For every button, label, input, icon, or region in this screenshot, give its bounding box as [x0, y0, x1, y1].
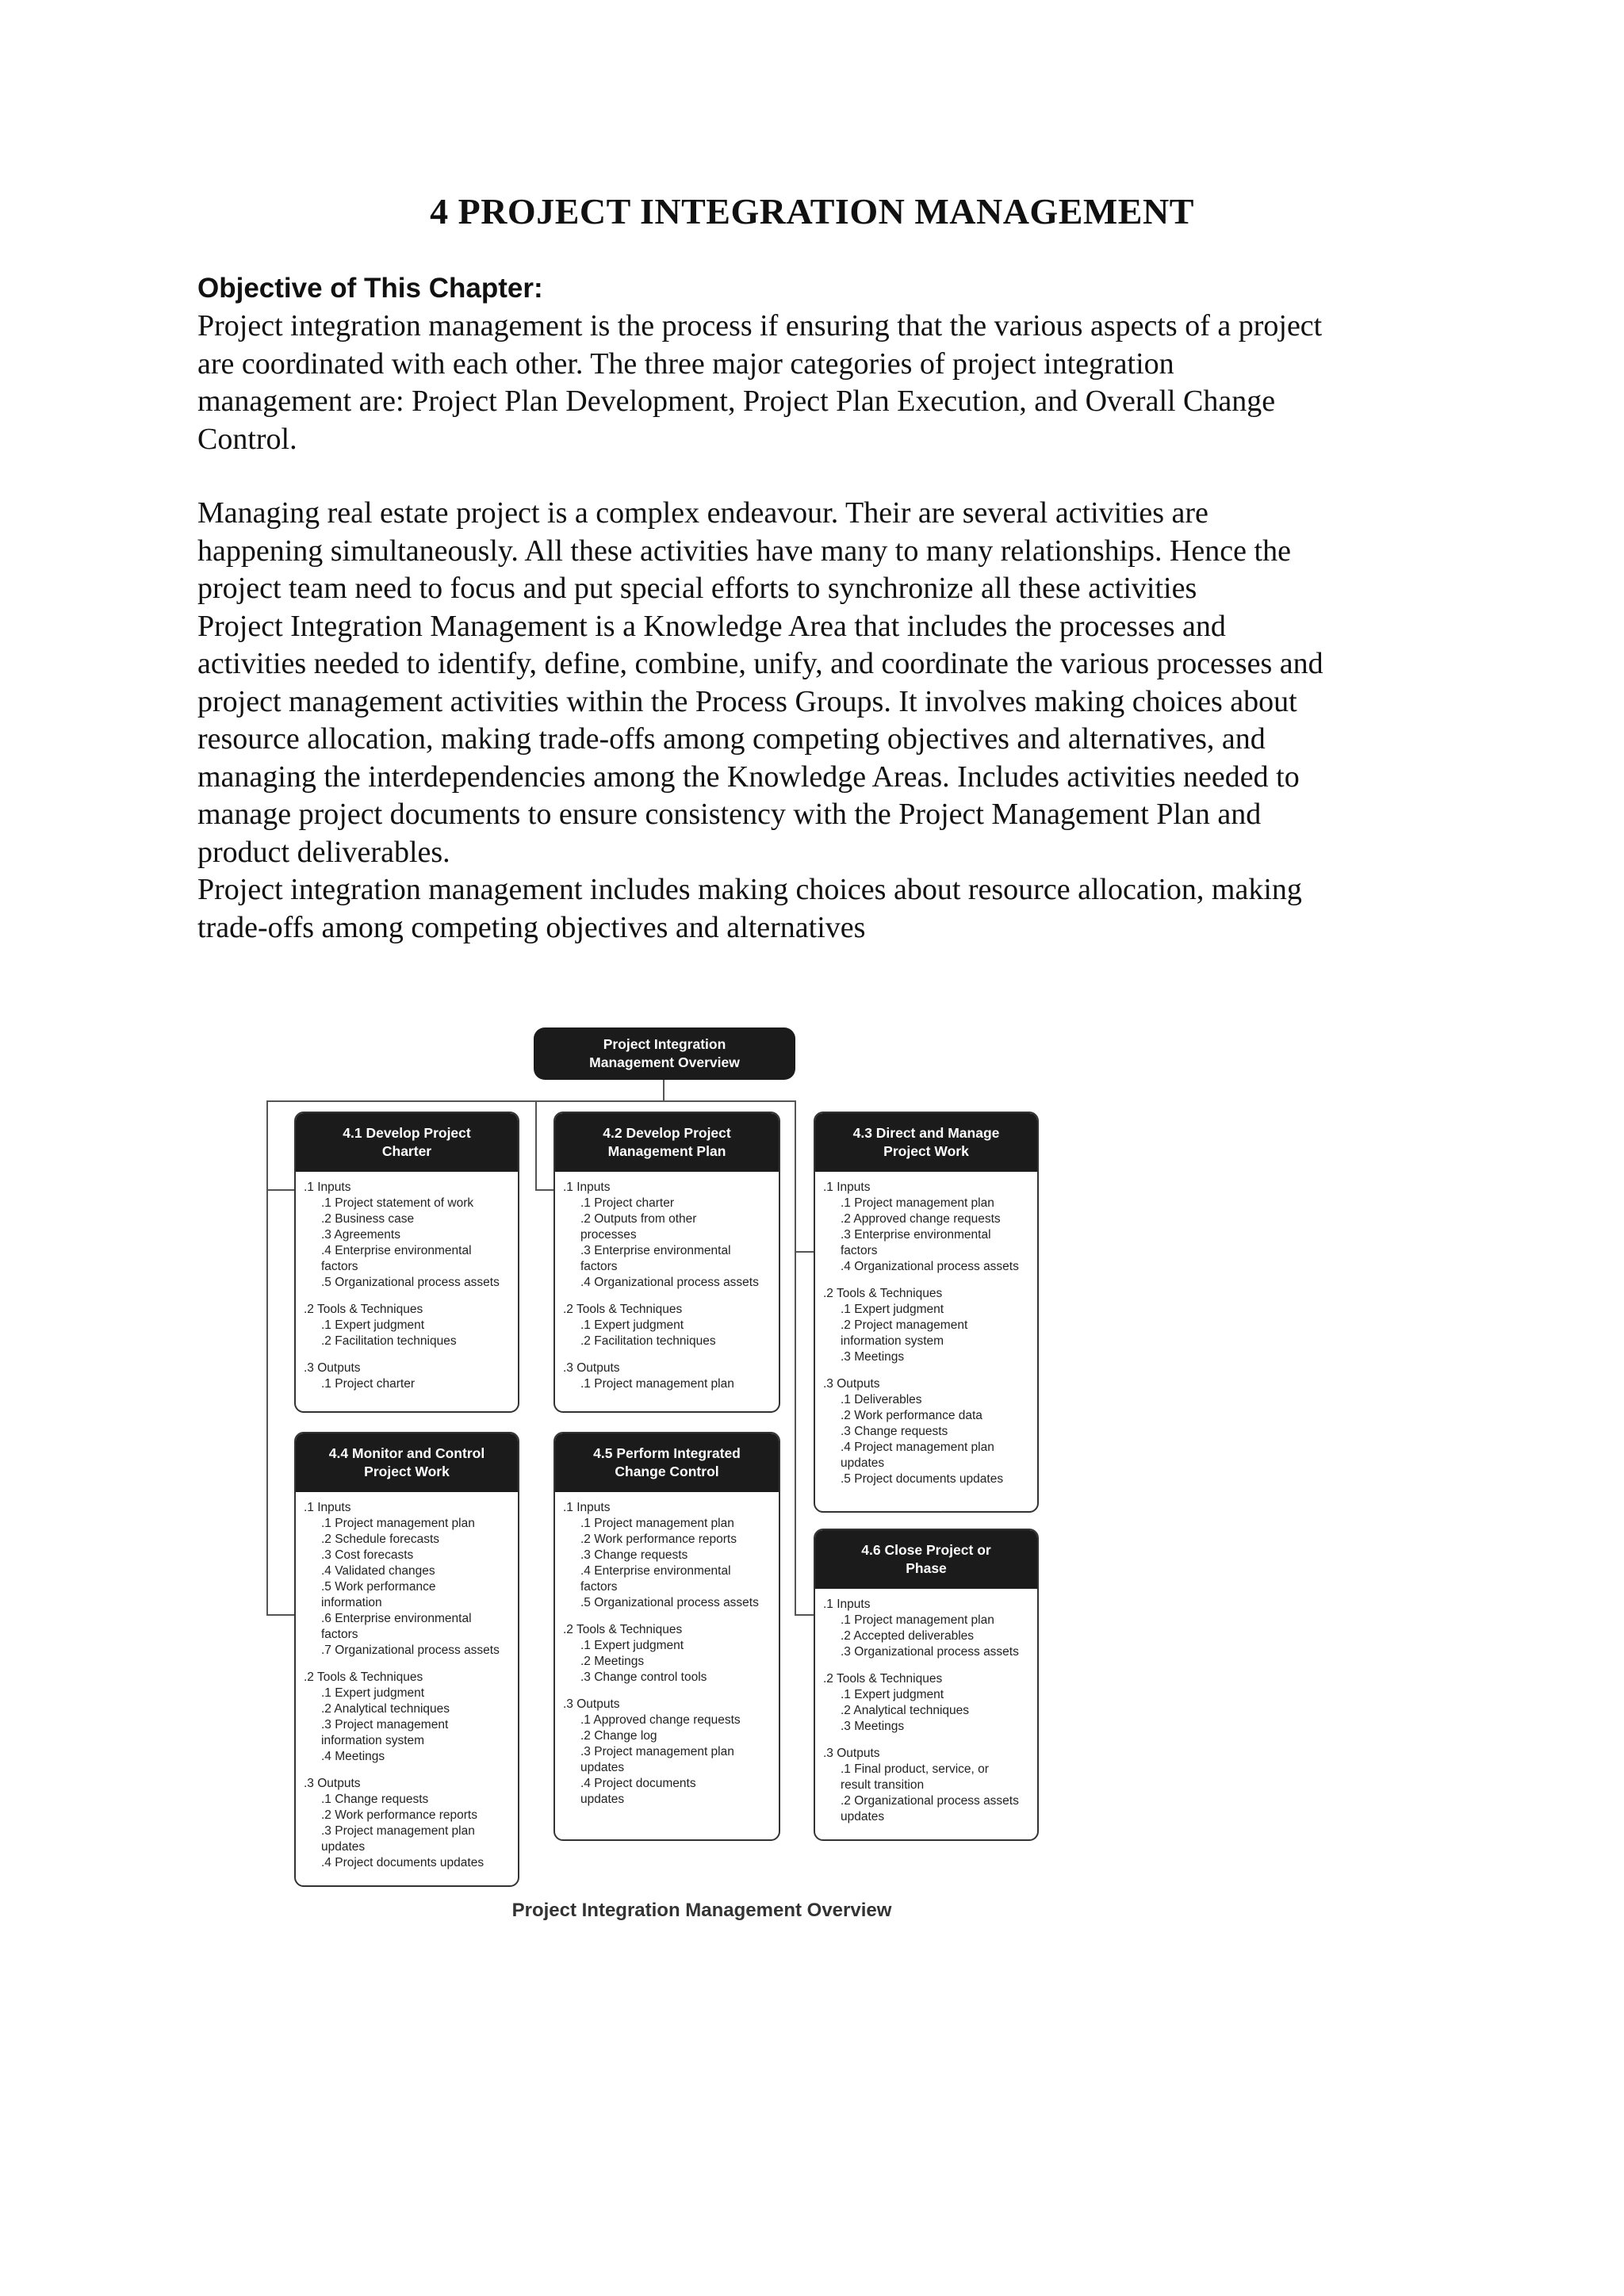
process-section [304, 1500, 513, 1659]
section-item: .4 Project documents updates [321, 1856, 485, 1869]
section-item: .4 Project management plan updates [841, 1441, 994, 1470]
section-item: .2 Facilitation techniques [580, 1334, 716, 1348]
section-item: .2 Analytical techniques [841, 1704, 969, 1717]
process-section [304, 1302, 513, 1349]
text-line: Project integration management is the process if ensuring that the various aspects of a project [197, 309, 1323, 342]
process-section [563, 1697, 774, 1808]
section-item: .2 Facilitation techniques [321, 1334, 457, 1348]
section-title: .2 Tools & Techniques [563, 1623, 683, 1636]
section-item: .5 Organizational process assets [580, 1596, 759, 1609]
section-item: .1 Change requests [321, 1793, 429, 1806]
section-item: .1 Expert judgment [580, 1318, 684, 1332]
section-item: .1 Project charter [321, 1377, 416, 1391]
section-item: .1 Project statement of work [321, 1196, 474, 1210]
section-item: .1 Expert judgment [321, 1686, 425, 1700]
section-item: .3 Agreements [321, 1228, 400, 1242]
process-box-4-5 [553, 1432, 780, 1841]
section-title: .3 Outputs [563, 1697, 620, 1711]
section-item: .3 Project management plan updates [580, 1745, 734, 1774]
section-item: .1 Expert judgment [841, 1688, 944, 1701]
section-item: .1 Project management plan [841, 1613, 994, 1627]
connector-right-vertical [795, 1100, 796, 1616]
section-title: .2 Tools & Techniques [823, 1287, 943, 1300]
text-line: are coordinated with each other. The three major categories of project integration [197, 346, 1174, 381]
page-title: 4 PROJECT INTEGRATION MANAGEMENT [430, 191, 1194, 232]
process-box-body [555, 1492, 779, 1823]
objective-heading: Objective of This Chapter: [197, 273, 543, 304]
text-line: project team need to focus and put special efforts to synchronize all these activities [197, 572, 1197, 605]
process-section [563, 1500, 774, 1611]
process-box-title: 4.2 Develop Project Management Plan [555, 1113, 779, 1172]
section-item: .2 Approved change requests [841, 1212, 1001, 1226]
section-title: .1 Inputs [823, 1181, 871, 1194]
section-item: .3 Project management information system [321, 1718, 449, 1747]
text-line: Project Integration Management is a Knowledge Area that includes the processes and [197, 609, 1226, 643]
section-item: .5 Project documents updates [841, 1472, 1004, 1486]
section-item: .1 Project charter [580, 1196, 675, 1210]
section-item: .2 Work performance reports [580, 1533, 737, 1546]
section-item: .4 Organizational process assets [841, 1260, 1019, 1273]
section-item: .2 Business case [321, 1212, 415, 1226]
section-title: .2 Tools & Techniques [823, 1672, 943, 1686]
process-box-4-3 [814, 1112, 1039, 1513]
section-item: .1 Project management plan [321, 1517, 475, 1530]
section-title: .3 Outputs [563, 1361, 620, 1375]
section-item: .5 Work performance information [321, 1580, 436, 1609]
process-box-body [815, 1589, 1037, 1841]
connector-center-stub [535, 1189, 554, 1191]
root-node: Project Integration Management Overview [534, 1027, 795, 1080]
section-item: .3 Organizational process assets [841, 1645, 1019, 1659]
text-line: trade-offs among competing objectives and alternatives [197, 910, 866, 944]
text-line: happening simultaneously. All these activities have many to many relationships. Hence the [197, 534, 1291, 568]
process-box-body [815, 1172, 1037, 1503]
section-item: .1 Approved change requests [580, 1713, 741, 1727]
section-item: .2 Outputs from other processes [580, 1212, 697, 1242]
connector-root-vertical [663, 1080, 665, 1102]
connector-right-stub-bottom [795, 1614, 815, 1616]
process-section [304, 1670, 513, 1765]
text-line: management are: Project Plan Development, Project Plan Execution, and Overall Change [197, 385, 1276, 418]
connector-center-vertical [535, 1100, 537, 1189]
section-title: .3 Outputs [304, 1777, 361, 1790]
section-item: .4 Meetings [321, 1750, 385, 1763]
connector-top-horizontal [266, 1100, 796, 1102]
process-box-body [555, 1172, 779, 1408]
process-box-title: 4.1 Develop Project Charter [296, 1113, 518, 1172]
process-section [304, 1180, 513, 1291]
section-item: .1 Project management plan [580, 1517, 734, 1530]
section-item: .3 Meetings [841, 1350, 905, 1364]
section-item: .1 Deliverables [841, 1393, 922, 1406]
process-section [823, 1286, 1032, 1365]
section-title: .1 Inputs [563, 1181, 611, 1194]
section-item: .1 Expert judgment [580, 1639, 684, 1652]
process-section [563, 1302, 774, 1349]
process-box-body [296, 1172, 518, 1408]
process-box-4-1 [294, 1112, 519, 1413]
section-item: .2 Project management information system [841, 1318, 968, 1348]
text-line: project management activities within the Process Groups. It involves making choices about [197, 684, 1297, 718]
connector-left-vertical [266, 1100, 268, 1616]
diagram-caption: Project Integration Management Overview [511, 1900, 892, 1921]
section-title: .3 Outputs [304, 1361, 361, 1375]
process-box-title: 4.5 Perform Integrated Change Control [555, 1433, 779, 1492]
section-item: .2 Meetings [580, 1655, 645, 1668]
section-item: .3 Project management plan updates [321, 1824, 475, 1854]
process-section [823, 1671, 1032, 1735]
process-section [823, 1376, 1032, 1487]
section-title: .1 Inputs [563, 1501, 611, 1514]
text-line: manage project documents to ensure consistency with the Project Management Plan and [197, 798, 1262, 831]
process-box-title: 4.3 Direct and Manage Project Work [815, 1113, 1037, 1172]
section-item: .2 Organizational process assets updates [841, 1794, 1019, 1823]
section-item: .2 Work performance reports [321, 1808, 477, 1822]
section-item: .4 Enterprise environmental factors [321, 1244, 472, 1273]
process-section [823, 1746, 1032, 1825]
text-line: Project integration management includes making choices about resource allocation, making [197, 873, 1302, 906]
text-line: Control. [197, 422, 297, 456]
section-item: .1 Expert judgment [841, 1303, 944, 1316]
process-box-title: 4.6 Close Project or Phase [815, 1530, 1037, 1589]
section-item: .6 Enterprise environmental factors [321, 1612, 472, 1641]
process-box-4-2 [553, 1112, 780, 1413]
text-line: managing the interdependencies among the Knowledge Areas. Includes activities needed to [197, 760, 1300, 794]
section-item: .2 Accepted deliverables [841, 1629, 975, 1643]
process-box-body [296, 1492, 518, 1887]
section-item: .3 Enterprise environmental factors [580, 1244, 731, 1273]
process-box-4-4 [294, 1432, 519, 1887]
process-box-4-6 [814, 1529, 1039, 1841]
section-item: .3 Meetings [841, 1720, 905, 1733]
section-title: .1 Inputs [304, 1501, 351, 1514]
text-line: activities needed to identify, define, combine, unify, and coordinate the various processes and [197, 647, 1323, 680]
section-title: .2 Tools & Techniques [304, 1670, 423, 1684]
section-item: .1 Project management plan [580, 1377, 734, 1391]
section-item: .1 Project management plan [841, 1196, 994, 1210]
process-box-title: 4.4 Monitor and Control Project Work [296, 1433, 518, 1492]
connector-left-stub-top [266, 1189, 295, 1191]
process-section [304, 1360, 513, 1392]
section-item: .1 Final product, service, or result transition [841, 1762, 989, 1792]
text-line: Managing real estate project is a complex endeavour. Their are several activities are [197, 496, 1208, 530]
process-section [823, 1597, 1032, 1660]
process-section [304, 1776, 513, 1871]
text-line: resource allocation, making trade-offs among competing objectives and alternatives, and [197, 722, 1266, 756]
section-title: .1 Inputs [304, 1181, 351, 1194]
section-item: .4 Project documents updates [580, 1777, 696, 1806]
section-item: .3 Change requests [841, 1425, 948, 1438]
section-item: .4 Validated changes [321, 1564, 435, 1578]
section-item: .3 Cost forecasts [321, 1548, 414, 1562]
section-item: .7 Organizational process assets [321, 1644, 500, 1657]
connector-left-stub-bottom [266, 1614, 295, 1616]
connector-right-stub-top [795, 1251, 815, 1253]
section-item: .3 Change control tools [580, 1670, 707, 1684]
process-section [823, 1180, 1032, 1275]
section-item: .2 Schedule forecasts [321, 1533, 440, 1546]
process-section [563, 1360, 774, 1392]
process-section [563, 1622, 774, 1686]
section-item: .1 Expert judgment [321, 1318, 425, 1332]
section-title: .3 Outputs [823, 1747, 880, 1760]
section-item: .3 Enterprise environmental factors [841, 1228, 991, 1257]
section-title: .1 Inputs [823, 1598, 871, 1611]
text-line: product deliverables. [197, 835, 450, 869]
section-item: .5 Organizational process assets [321, 1276, 500, 1289]
section-title: .3 Outputs [823, 1377, 880, 1391]
section-item: .2 Change log [580, 1729, 657, 1743]
process-section [563, 1180, 774, 1291]
section-item: .2 Analytical techniques [321, 1702, 450, 1716]
section-title: .2 Tools & Techniques [563, 1303, 683, 1316]
section-item: .4 Enterprise environmental factors [580, 1564, 731, 1594]
section-item: .4 Organizational process assets [580, 1276, 759, 1289]
section-item: .3 Change requests [580, 1548, 688, 1562]
section-title: .2 Tools & Techniques [304, 1303, 423, 1316]
section-item: .2 Work performance data [841, 1409, 982, 1422]
